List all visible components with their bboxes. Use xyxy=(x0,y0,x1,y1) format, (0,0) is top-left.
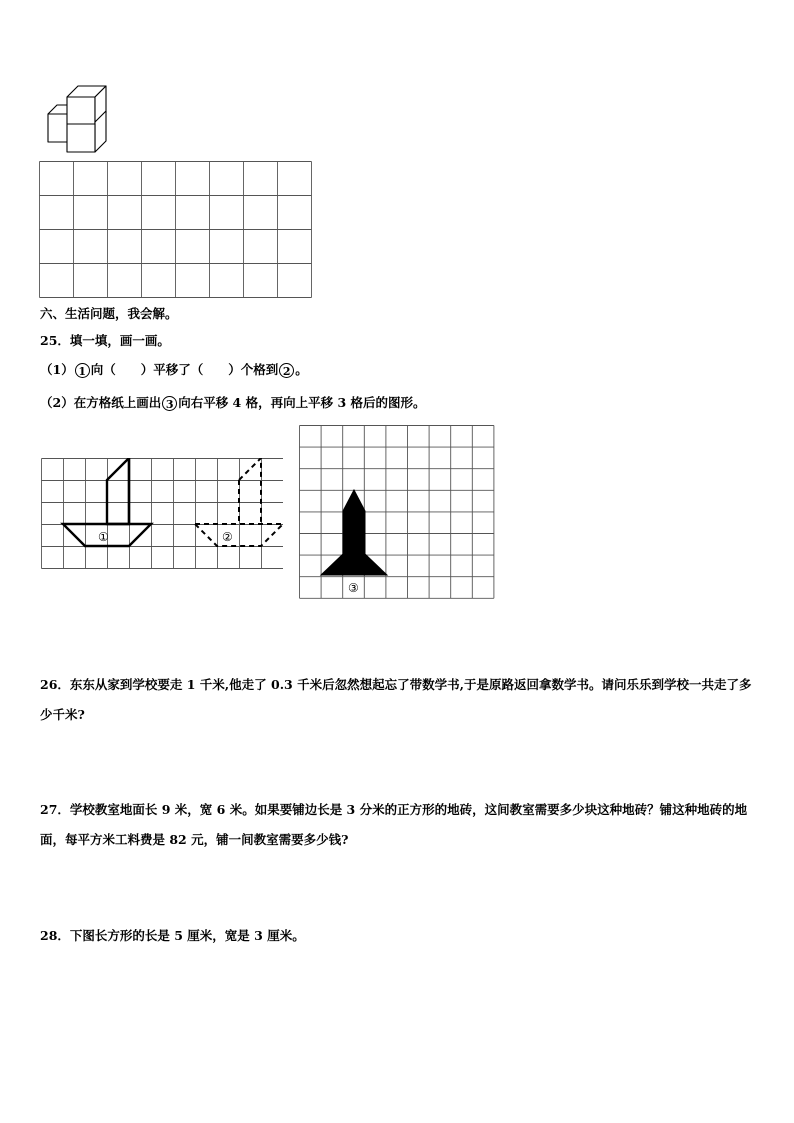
boat-translation-grid xyxy=(41,458,283,570)
boat-label-2: ② xyxy=(222,530,233,544)
question-28: 28．下图长方形的长是 5 厘米，宽是 3 厘米。 xyxy=(40,928,305,943)
rocket-grid xyxy=(299,425,497,599)
cube-stack-figure xyxy=(45,78,125,156)
rocket-shape xyxy=(321,490,387,575)
question-25-title: 25．填一填，画一画。 xyxy=(40,333,170,348)
question-25-part-1 xyxy=(40,362,308,378)
boat-shape-2 xyxy=(195,458,283,546)
question-27: 27．学校教室地面长 9 米，宽 6 米。如果要铺边长是 3 分米的正方形的地砖，这间教室需要多少块这种地砖？铺这种地砖的地面，每平方米工料费是 82 元，铺一间教室需要多少钱? xyxy=(40,802,748,847)
question-26: 26．东东从家到学校要走 1 千米,他走了 0.3 千米后忽然想起忘了带数学书,于是原路返回拿数学书。请问乐乐到学校一共走了多少千米? xyxy=(40,677,752,722)
circled-marker-2: 2 xyxy=(279,363,294,378)
part-2-prefix: （2）在方格纸上画出 xyxy=(40,395,162,410)
question-25-part-2 xyxy=(40,395,426,411)
answer-grid xyxy=(39,161,313,299)
circled-marker-3: 3 xyxy=(162,396,177,411)
rocket-label-3: ③ xyxy=(348,581,359,595)
boat-label-1: ① xyxy=(98,530,109,544)
part-1-prefix: （1） xyxy=(40,362,74,377)
part-2-text: 向右平移 4 格，再向上平移 3 格后的图形。 xyxy=(178,395,426,410)
part-1-suffix: 。 xyxy=(295,362,308,377)
section-heading: 六、生活问题，我会解。 xyxy=(40,306,178,321)
part-1-text: 向（ ）平移了（ ）个格到 xyxy=(90,362,279,377)
circled-marker-1: 1 xyxy=(75,363,90,378)
